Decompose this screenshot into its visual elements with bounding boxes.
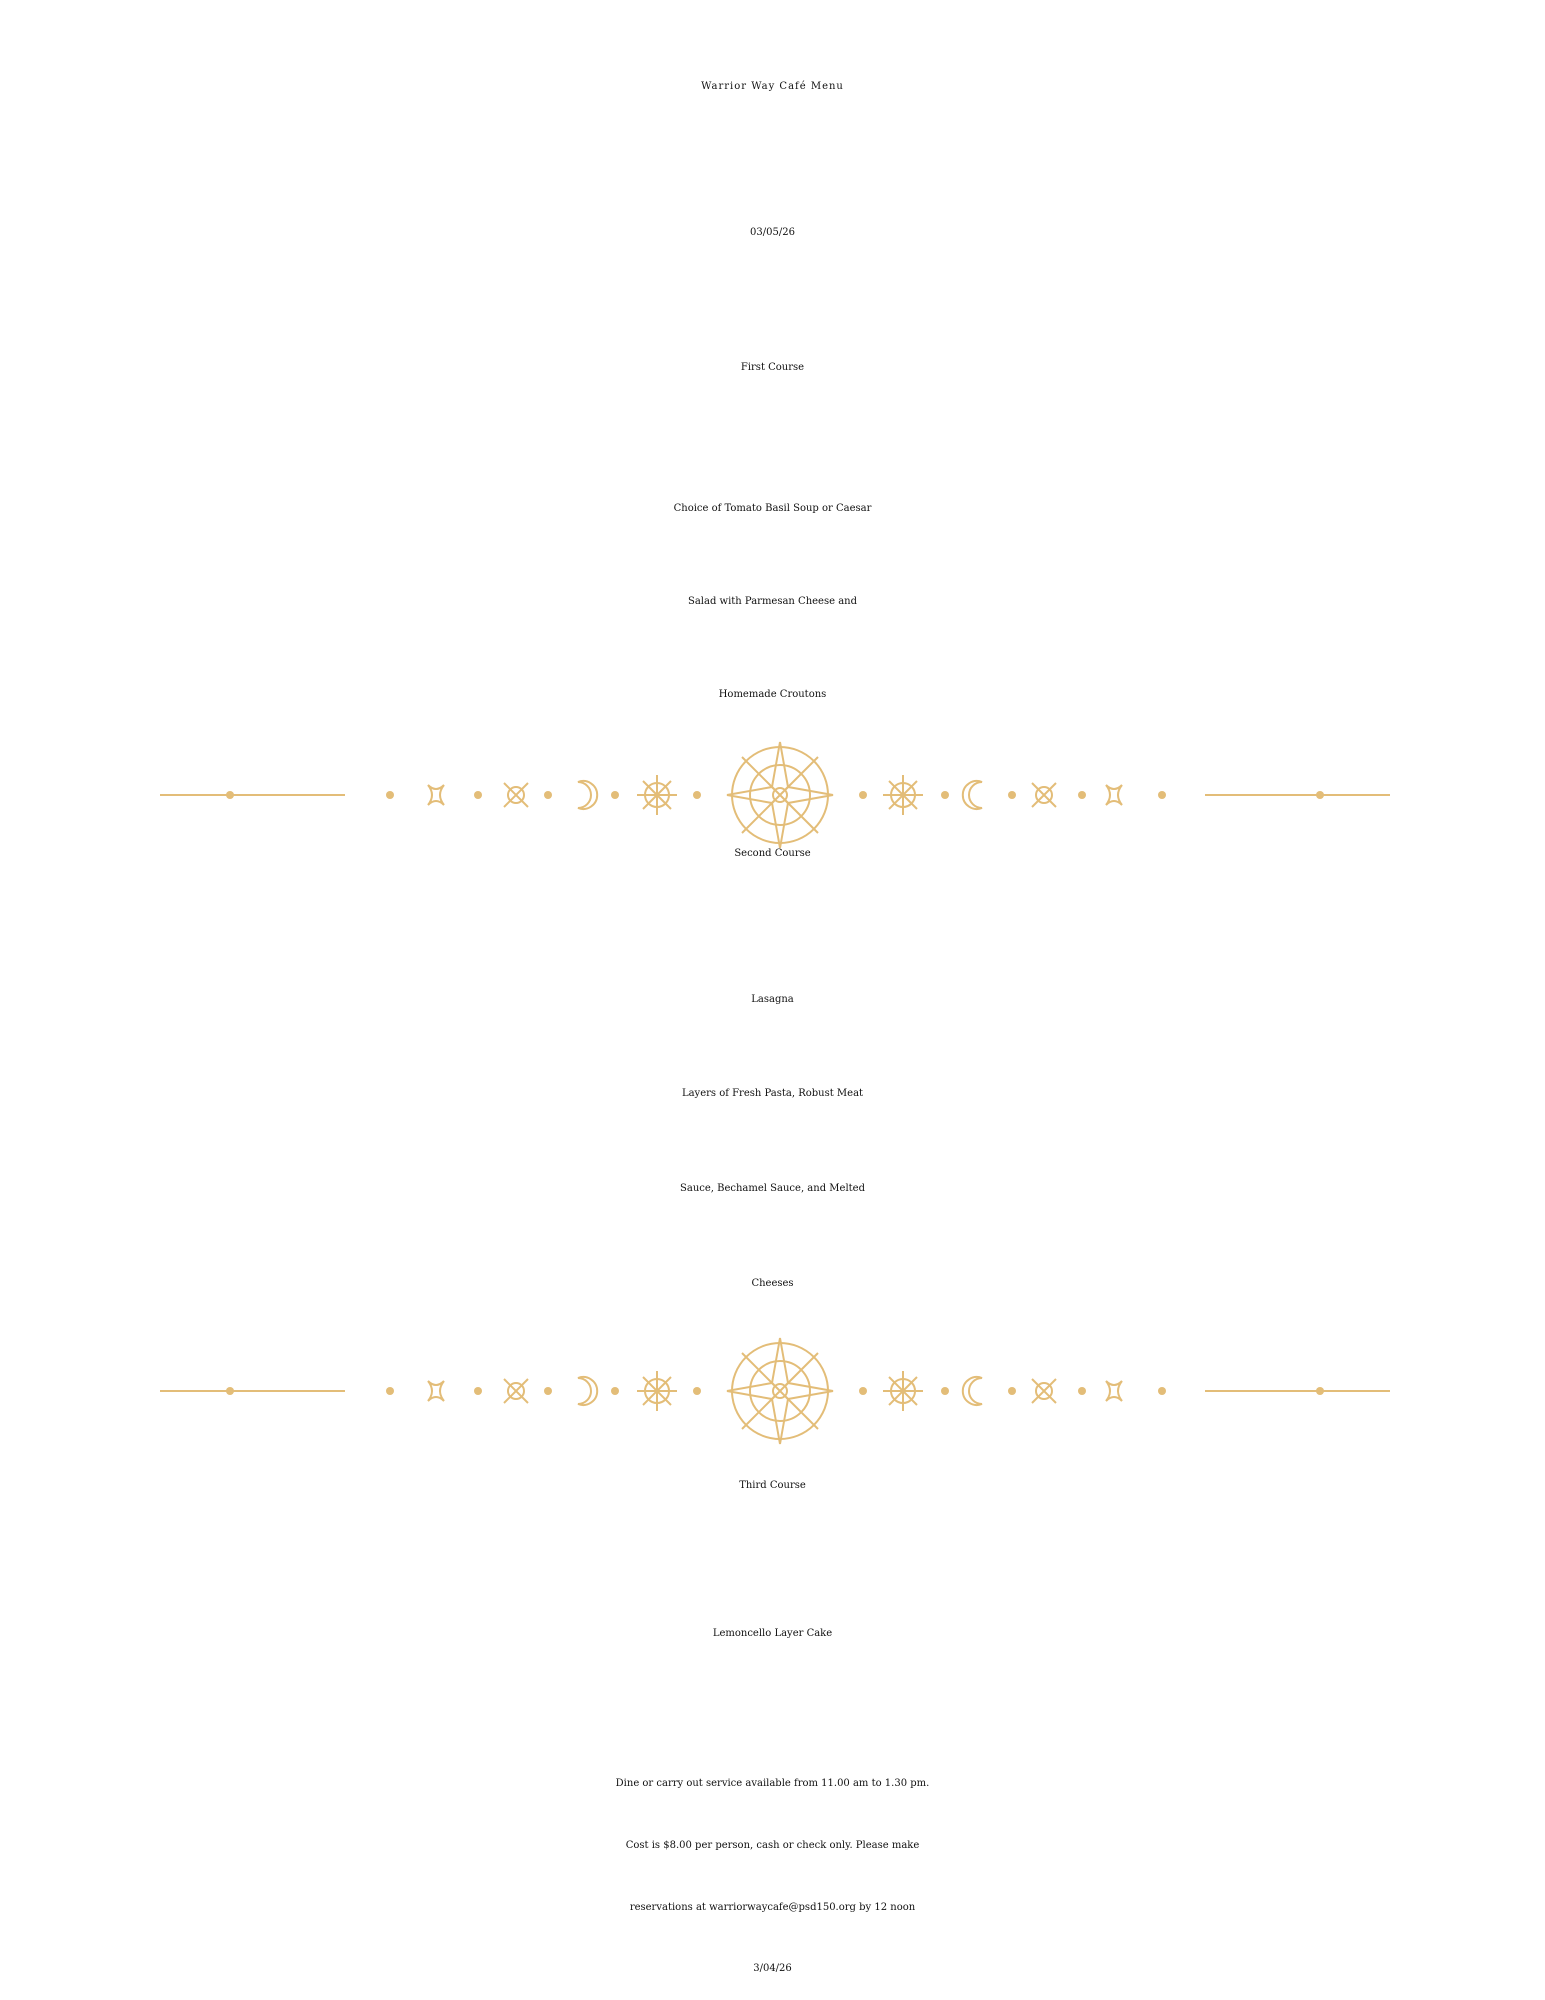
celestial-divider-icon (160, 1336, 1390, 1446)
third-course-heading: Third Course (739, 1480, 806, 1491)
celestial-divider-icon (160, 740, 1390, 850)
first-course-line-3: Homemade Croutons (718, 689, 827, 700)
menu-title: Warrior Way Café Menu (701, 81, 844, 92)
third-course-line-1: Lemoncello Layer Cake (712, 1628, 833, 1639)
second-course-line-2: Layers of Fresh Pasta, Robust Meat (681, 1088, 864, 1099)
footer-line-3: reservations at warriorwaycafe@psd150.org by 12 noon (629, 1902, 916, 1913)
second-course-dish-name: Lasagna (751, 994, 794, 1005)
first-course-line-1: Choice of Tomato Basil Soup or Caesar (673, 503, 872, 514)
second-course-line-3: Sauce, Bechamel Sauce, and Melted (680, 1183, 865, 1194)
second-course-line-4: Cheeses (751, 1278, 794, 1289)
footer-line-1: Dine or carry out service available from 11.00 am to 1.30 pm. (615, 1778, 930, 1789)
first-course-heading: First Course (740, 362, 805, 373)
first-course-line-2: Salad with Parmesan Cheese and (687, 596, 858, 607)
second-course-heading: Second Course (734, 848, 811, 859)
menu-date: 03/05/26 (750, 227, 795, 238)
footer-line-4: 3/04/26 (753, 1963, 792, 1974)
footer-line-2: Cost is $8.00 per person, cash or check only. Please make (625, 1840, 920, 1851)
